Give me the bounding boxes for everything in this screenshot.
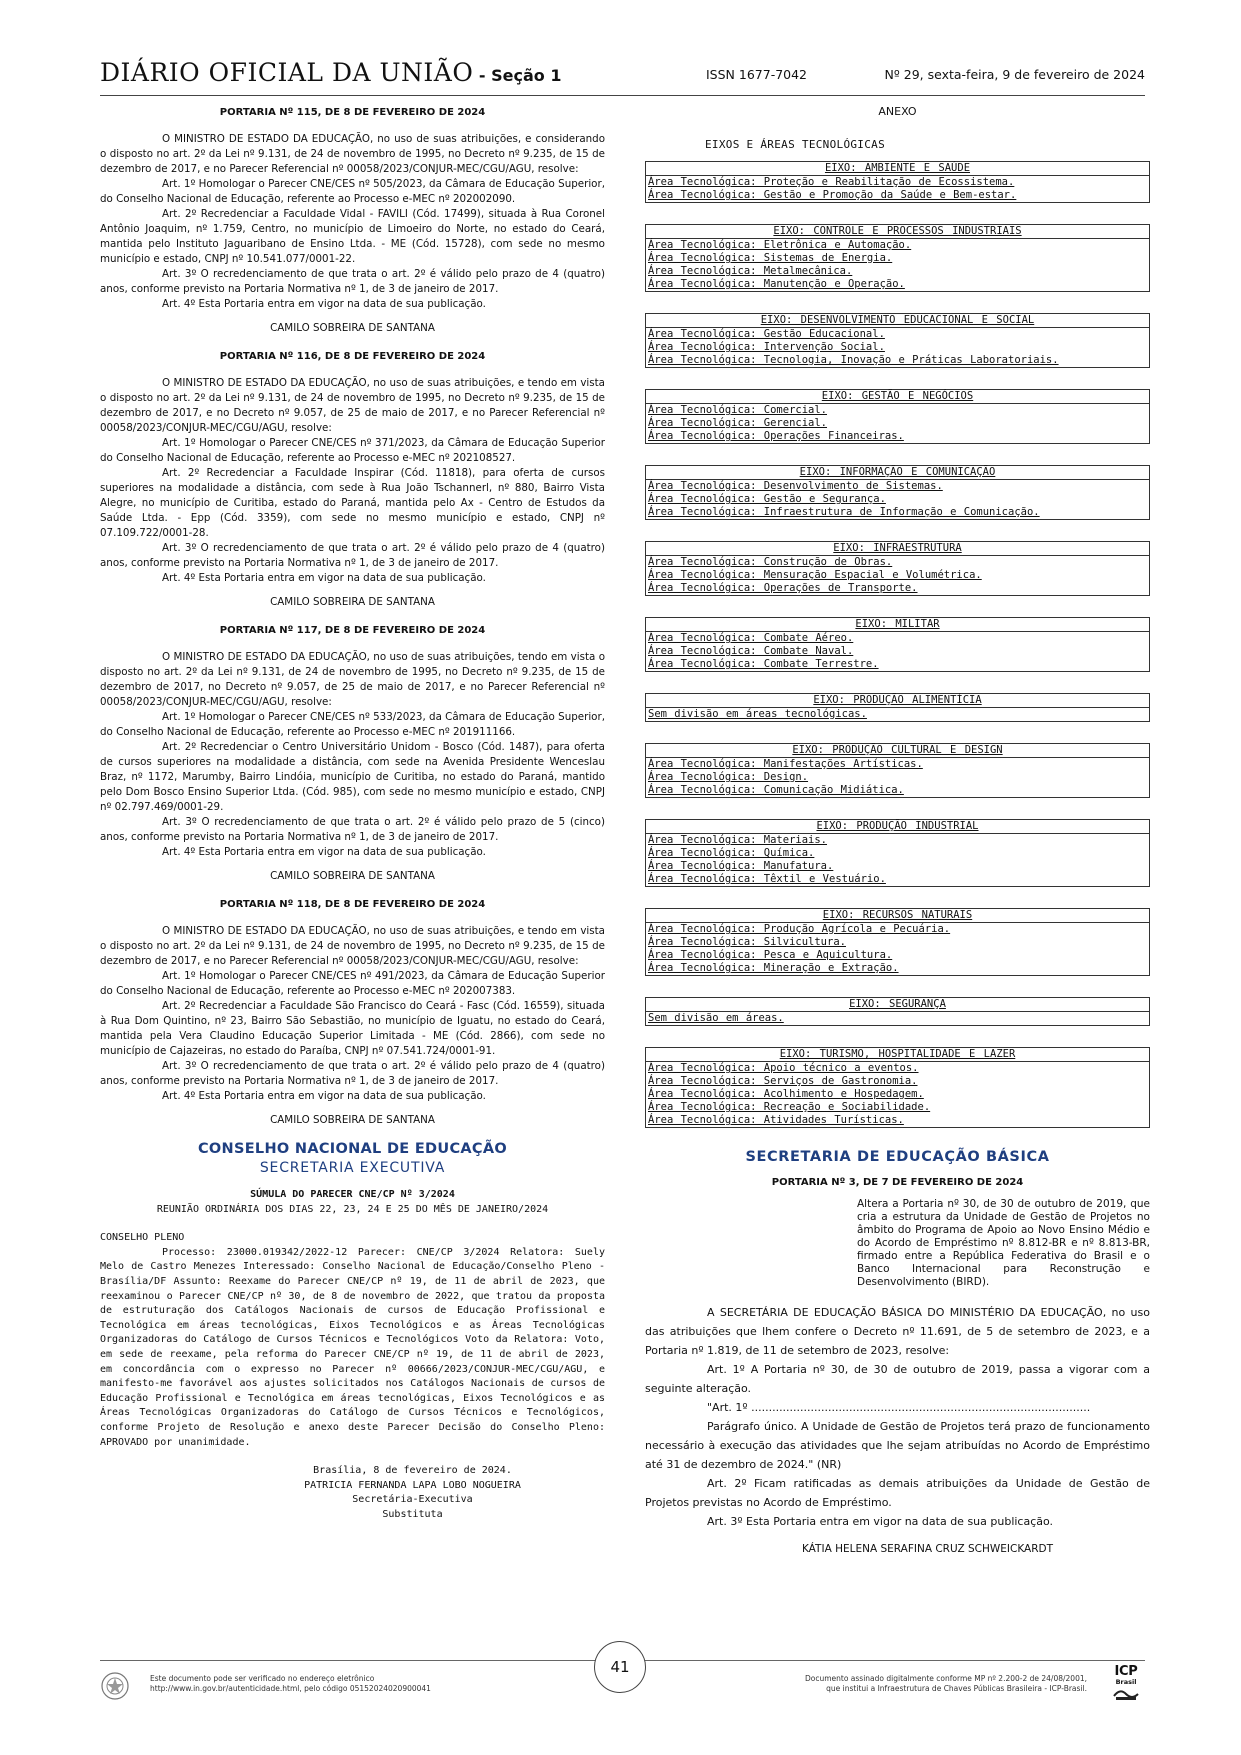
eixo-item: Área Tecnológica: Química. bbox=[648, 847, 815, 859]
portaria-116 bbox=[100, 349, 605, 610]
verification-line-2: http://www.in.gov.br/autenticidade.html, pelo código 05152024020900041 bbox=[150, 1684, 431, 1693]
icp-key-icon bbox=[1112, 1686, 1140, 1702]
paragraph: Art. 2º Recredenciar o Centro Universitário Unidom - Bosco (Cód. 1487), para oferta de cursos superiores na modalidade a distância, com sede na Avenida Presidente Wenceslau Braz, nº 1172, Marumby, Bairro Lindóia, município de Curitiba, no estado do Paraná, mantido pelo Dom Bosco Ensino Superior Ltda. (Cód. 985), com sede no mesmo município e estado, CNPJ nº 02.797.469/0001-29. bbox=[100, 741, 605, 813]
page-header bbox=[100, 56, 1145, 96]
portaria-title: PORTARIA Nº 117, DE 8 DE FEVEREIRO DE 2024 bbox=[219, 625, 486, 636]
eixo-item: Área Tecnológica: Pesca e Aquicultura. bbox=[648, 949, 893, 961]
paragraph: A SECRETÁRIA DE EDUCAÇÃO BÁSICA DO MINISTÉRIO DA EDUCAÇÃO, no uso das atribuições que lhem confere o Decreto nº 11.691, de 5 de setembro de 2023, e a Portaria nº 1.819, de 11 de setembro de 2023, resolve: bbox=[645, 1306, 1150, 1357]
seb-portaria-title: PORTARIA Nº 3, DE 7 DE FEVEREIRO DE 2024 bbox=[771, 1177, 1024, 1188]
eixo-box bbox=[645, 541, 1150, 596]
eixo-box bbox=[645, 161, 1150, 203]
paragraph: Art. 2º Recredenciar a Faculdade São Francisco do Ceará - Fasc (Cód. 16559), situada à Rua Dom Quintino, nº 23, Bairro São Sebastião, no município de Iguatu, no estado do Ceará, mantida pela Vera Claudino Educação Superior Limitada - ME (Cód. 2866), com sede no município de Cajazeiras, no estado do Paraíba, CNPJ nº 07.541.724/0001-91. bbox=[100, 1000, 605, 1057]
seb-body bbox=[645, 1303, 1150, 1559]
paragraph: O MINISTRO DE ESTADO DA EDUCAÇÃO, no uso de suas atribuições, e tendo em vista o disposto no art. 2º da Lei nº 9.131, de 24 de novembro de 1995, no Decreto nº 9.235, de 15 de dezembro de 2017, e no Decreto nº 9.057, de 25 de maio de 2017, e no Parecer Referencial nº 00058/2023/CONJUR-MEC/CGU/AGU, resolve: bbox=[100, 377, 605, 434]
paragraph: Art. 4º Esta Portaria entra em vigor na data de sua publicação. bbox=[162, 846, 486, 858]
signature-note bbox=[805, 1674, 1087, 1694]
sumula-body: Processo: 23000.019342/2022-12 Parecer: CNE/CP 3/2024 Relatora: Suely Melo de Castro Menezes Interessado: Conselho Nacional de Educação/Conselho Pleno - Brasília/DF Assunto: Reexame do Parecer CNE/CP nº 19, de 11 de abril de 2023, que reexaminou o Parecer CNE/CP nº 30, de 8 de novembro de 2022, que tratou da proposta de estruturação dos Catálogos Nacionais de cursos de Educação Profissional e Tecnológica em áreas tecnológicas, Eixos Tecnológicos e as Áreas Tecnológicas Organizadoras do Catálogo de Cursos Técnicos e Tecnológicos Voto da Relatora: Voto, em sede de reexame, pela reforma do Parecer CNE/CP nº 19, de 11 de abril de 2023, em concordância com o expresso no Parecer nº 00666/2023/CONJUR-MEC/CGU/AGU, e manifesto-me favorável aos ajustes solicitados nos Catálogos Nacionais de cursos de Educação Profissional e Tecnológica em áreas tecnológicas, Eixos Tecnológicos e as Áreas Tecnológicas Organizadoras do Catálogo de Cursos Técnicos e Tecnológicos, conforme Projeto de Resolução e anexo deste Parecer Decisão do Conselho Pleno: APROVADO por unanimidade. bbox=[100, 1246, 605, 1448]
eixo-header: EIXO: GESTÃO E NEGÓCIOS bbox=[646, 390, 1149, 404]
seb-ementa: Altera a Portaria nº 30, de 30 de outubro de 2019, que cria a estrutura da Unidade de Gestão de Projetos no âmbito do Programa de Apoio ao Novo Ensino Médio e do Acordo de Empréstimo nº 8.812-BR e nº 8.813-BR, firmado entre a República Federativa do Brasil e o Banco Internacional para Reconstrução e Desenvolvimento (BIRD). bbox=[857, 1198, 1150, 1288]
eixo-box bbox=[645, 1047, 1150, 1128]
eixo-item: Área Tecnológica: Construção de Obras. bbox=[648, 556, 893, 568]
cne-date: Brasília, 8 de fevereiro de 2024. bbox=[313, 1465, 512, 1477]
paragraph: Art. 3º Esta Portaria entra em vigor na data de sua publicação. bbox=[707, 1515, 1054, 1528]
cne-org-title: CONSELHO NACIONAL DE EDUCAÇÃO bbox=[197, 1141, 508, 1157]
paragraph: Art. 3º O recredenciamento de que trata o art. 2º é válido pelo prazo de 4 (quatro) anos, conforme previsto na Portaria Normativa nº 1, de 3 de janeiro de 2017. bbox=[100, 268, 605, 295]
eixo-item: Área Tecnológica: Recreação e Sociabilidade. bbox=[648, 1101, 931, 1113]
eixo-item: Área Tecnológica: Operações Financeiras. bbox=[648, 430, 904, 442]
signature-line-1: Documento assinado digitalmente conforme MP nº 2.200-2 de 24/08/2001, bbox=[804, 1674, 1087, 1683]
portaria-title: PORTARIA Nº 118, DE 8 DE FEVEREIRO DE 2024 bbox=[219, 899, 486, 910]
eixo-header: EIXO: INFRAESTRUTURA bbox=[646, 542, 1149, 556]
eixo-item: Área Tecnológica: Operações de Transporte. bbox=[648, 582, 918, 594]
eixo-item: Área Tecnológica: Manufatura. bbox=[648, 860, 834, 872]
eixo-item: Área Tecnológica: Desenvolvimento de Sistemas. bbox=[648, 480, 943, 492]
signature: KÁTIA HELENA SERAFINA CRUZ SCHWEICKARDT bbox=[801, 1543, 1054, 1555]
paragraph: Art. 1º Homologar o Parecer CNE/CES nº 491/2023, da Câmara de Educação Superior do Conselho Nacional de Educação, referente ao Processo e-MEC nº 202007383. bbox=[100, 970, 605, 997]
eixo-item: Área Tecnológica: Eletrônica e Automação. bbox=[648, 239, 912, 251]
paragraph: Art. 4º Esta Portaria entra em vigor na data de sua publicação. bbox=[162, 572, 486, 584]
paragraph: Art. 3º O recredenciamento de que trata o art. 2º é válido pelo prazo de 5 (cinco) anos, conforme previsto na Portaria Normativa nº 1, de 3 de janeiro de 2017. bbox=[100, 816, 605, 843]
paragraph: Parágrafo único. A Unidade de Gestão de Projetos terá prazo de funcionamento necessário à execução das atividades que lhe sejam atribuídas no Acordo de Empréstimo até 31 de dezembro de 2024." (NR) bbox=[645, 1420, 1150, 1471]
eixo-item: Área Tecnológica: Silvicultura. bbox=[648, 936, 846, 948]
eixo-item: Área Tecnológica: Serviços de Gastronomia. bbox=[648, 1075, 918, 1087]
eixo-item: Área Tecnológica: Manutenção e Operação. bbox=[648, 278, 905, 290]
paragraph: Art. 1º Homologar o Parecer CNE/CES nº 371/2023, da Câmara de Educação Superior do Conselho Nacional de Educação, referente ao Processo e-MEC nº 202108527. bbox=[100, 437, 605, 464]
eixo-item: Área Tecnológica: Design. bbox=[648, 771, 809, 783]
eixo-header: EIXO: PRODUÇÃO ALIMENTÍCIA bbox=[646, 694, 1149, 708]
eixo-item: Área Tecnológica: Mineração e Extração. bbox=[648, 962, 899, 974]
paragraph: "Art. 1º ................................................................................................. bbox=[707, 1401, 1091, 1414]
sumula-title: SÚMULA DO PARECER CNE/CP Nº 3/2024 bbox=[250, 1189, 455, 1200]
eixo-item: Área Tecnológica: Gestão Educacional. bbox=[648, 328, 885, 340]
eixo-box bbox=[645, 743, 1150, 798]
eixo-item: Área Tecnológica: Combate Aéreo. bbox=[648, 632, 854, 644]
cne-section bbox=[100, 1141, 605, 1522]
eixo-box bbox=[645, 997, 1150, 1026]
eixo-item: Área Tecnológica: Materiais. bbox=[648, 834, 828, 846]
signature: CAMILO SOBREIRA DE SANTANA bbox=[270, 870, 435, 882]
paragraph: Art. 2º Recredenciar a Faculdade Inspirar (Cód. 11818), para oferta de cursos superiores na modalidade a distância, com sede à Rua João Tschannerl, nº 880, Bairro Vista Alegre, no município de Curitiba, estado do Paraná, mantida pelo Ax - Centro de Estudos da Saúde Ltda. - Epp (Cód. 3359), com sede no mesmo município e estado, CNPJ nº 07.109.722/0001-28. bbox=[100, 467, 605, 539]
icp-label: ICP bbox=[1114, 1664, 1138, 1679]
paragraph: O MINISTRO DE ESTADO DA EDUCAÇÃO, no uso de suas atribuições, e considerando o disposto no art. 2º da Lei nº 9.131, de 24 de novembro de 1995, no Decreto nº 9.235, de 15 de dezembro de 2017, e no Parecer Referencial nº 00058/2023/CONJUR-MEC/CGU/AGU, resolve: bbox=[100, 133, 605, 175]
eixo-item: Área Tecnológica: Comunicação Midiática. bbox=[648, 784, 904, 796]
journal-title bbox=[100, 58, 562, 87]
portaria-115 bbox=[100, 105, 605, 336]
portaria-title: PORTARIA Nº 115, DE 8 DE FEVEREIRO DE 2024 bbox=[219, 107, 486, 118]
eixo-item: Área Tecnológica: Gestão e Segurança. bbox=[648, 493, 886, 505]
signature: CAMILO SOBREIRA DE SANTANA bbox=[270, 322, 435, 334]
eixo-header: EIXO: RECURSOS NATURAIS bbox=[646, 909, 1149, 923]
eixo-item: Sem divisão em áreas. bbox=[648, 1012, 784, 1024]
eixo-box bbox=[645, 465, 1150, 520]
paragraph: O MINISTRO DE ESTADO DA EDUCAÇÃO, no uso de suas atribuições, e tendo em vista o disposto no art. 2º da Lei nº 9.131, de 24 de novembro de 1995, no Decreto nº 9.235, de 15 de dezembro de 2017, e no Parecer Referencial nº 00058/2023/CONJUR-MEC/CGU/AGU, resolve: bbox=[100, 925, 605, 967]
cne-signer: PATRICIA FERNANDA LAPA LOBO NOGUEIRA bbox=[304, 1479, 521, 1491]
seb-org-title: SECRETARIA DE EDUCAÇÃO BÁSICA bbox=[745, 1149, 1050, 1165]
eixos-title: EIXOS E ÁREAS TECNOLÓGICAS bbox=[705, 138, 885, 151]
brasil-label: Brasil bbox=[1115, 1678, 1137, 1686]
reuniao-line: REUNIÃO ORDINÁRIA DOS DIAS 22, 23, 24 E 25 DO MÊS DE JANEIRO/2024 bbox=[156, 1203, 549, 1215]
portaria-117 bbox=[100, 623, 605, 884]
cne-subtitle: SECRETARIA EXECUTIVA bbox=[259, 1160, 446, 1176]
signature: CAMILO SOBREIRA DE SANTANA bbox=[270, 1114, 435, 1126]
eixo-item: Área Tecnológica: Acolhimento e Hospedagem. bbox=[648, 1088, 924, 1100]
paragraph: Art. 3º O recredenciamento de que trata o art. 2º é válido pelo prazo de 4 (quatro) anos, conforme previsto na Portaria Normativa nº 1, de 3 de janeiro de 2017. bbox=[100, 542, 605, 569]
page-number: 41 bbox=[594, 1641, 646, 1693]
eixo-item: Área Tecnológica: Produção Agrícola e Pecuária. bbox=[648, 923, 951, 935]
eixo-box bbox=[645, 617, 1150, 672]
conselho-pleno: CONSELHO PLENO bbox=[100, 1232, 185, 1244]
eixo-item: Área Tecnológica: Apoio técnico a eventos. bbox=[648, 1062, 919, 1074]
eixo-item: Área Tecnológica: Comercial. bbox=[648, 404, 828, 416]
eixo-item: Área Tecnológica: Mensuração Espacial e Volumétrica. bbox=[648, 569, 982, 581]
eixo-header: EIXO: SEGURANÇA bbox=[646, 998, 1149, 1012]
eixo-item: Área Tecnológica: Manifestações Artísticas. bbox=[648, 758, 923, 770]
eixo-item: Área Tecnológica: Atividades Turísticas. bbox=[648, 1114, 904, 1126]
eixo-header: EIXO: PRODUÇÃO CULTURAL E DESIGN bbox=[646, 744, 1149, 758]
eixo-item: Área Tecnológica: Sistemas de Energia. bbox=[648, 252, 893, 264]
verification-note bbox=[150, 1674, 431, 1694]
portaria-title: PORTARIA Nº 116, DE 8 DE FEVEREIRO DE 2024 bbox=[219, 351, 486, 362]
paragraph: Art. 2º Ficam ratificadas as demais atribuições da Unidade de Gestão de Projetos previstas no Acordo de Empréstimo. bbox=[645, 1477, 1150, 1509]
paragraph: Art. 3º O recredenciamento de que trata o art. 2º é válido pelo prazo de 4 (quatro) anos, conforme previsto na Portaria Normativa nº 1, de 3 de janeiro de 2017. bbox=[100, 1060, 605, 1087]
journal-name: DIÁRIO OFICIAL DA UNIÃO bbox=[100, 58, 474, 87]
eixo-item: Área Tecnológica: Têxtil e Vestuário. bbox=[648, 873, 886, 885]
eixo-item: Área Tecnológica: Combate Terrestre. bbox=[648, 658, 879, 670]
eixo-item: Sem divisão em áreas tecnológicas. bbox=[648, 708, 867, 720]
paragraph: Art. 1º Homologar o Parecer CNE/CES nº 505/2023, da Câmara de Educação Superior, do Conselho Nacional de Educação, referente ao Processo e-MEC nº 202002090. bbox=[100, 178, 605, 205]
eixo-box bbox=[645, 819, 1150, 887]
eixo-header: EIXO: TURISMO, HOSPITALIDADE E LAZER bbox=[646, 1048, 1149, 1062]
page-footer bbox=[100, 1660, 1145, 1720]
eixo-item: Área Tecnológica: Tecnologia, Inovação e Práticas Laboratoriais. bbox=[648, 354, 1059, 366]
eixo-item: Área Tecnológica: Gerencial. bbox=[648, 417, 828, 429]
journal-section: - Seção 1 bbox=[473, 66, 562, 85]
paragraph: Art. 4º Esta Portaria entra em vigor na data de sua publicação. bbox=[162, 1090, 486, 1102]
paragraph: Art. 1º Homologar o Parecer CNE/CES nº 533/2023, da Câmara de Educação Superior, do Conselho Nacional de Educação, referente ao Processo e-MEC nº 201911166. bbox=[100, 711, 605, 738]
paragraph: O MINISTRO DE ESTADO DA EDUCAÇÃO, no uso de suas atribuições, tendo em vista o disposto no art. 2º da Lei nº 9.131, de 24 de novembro de 1995, no Decreto nº 9.235, de 15 de dezembro de 2017, no Decreto nº 9.057, de 25 de maio de 2017, e no Parecer Referencial nº 00058/2023/CONJUR-MEC/CGU/AGU, resolve: bbox=[100, 651, 605, 708]
right-column bbox=[645, 105, 1150, 1559]
coat-of-arms-icon bbox=[100, 1671, 130, 1701]
eixo-box bbox=[645, 693, 1150, 722]
seb-section bbox=[645, 1149, 1150, 1559]
signature: CAMILO SOBREIRA DE SANTANA bbox=[270, 596, 435, 608]
cne-role: Secretária-Executiva bbox=[352, 1494, 473, 1506]
paragraph: Art. 2º Recredenciar a Faculdade Vidal - FAVILI (Cód. 17499), situada à Rua Coronel Antônio Joaquim, nº 1.759, Centro, no município de Limoeiro do Norte, no estado do Ceará, mantida pelo Instituto Jaguaribano de Ensino Ltda. - ME (Cód. 15728), com sede no mesmo município e estado, CNPJ nº 10.541.077/0001-22. bbox=[100, 208, 605, 265]
cne-sumula bbox=[100, 1188, 605, 1522]
eixo-item: Área Tecnológica: Gestão e Promoção da Saúde e Bem-estar. bbox=[648, 189, 1017, 201]
eixo-item: Área Tecnológica: Intervenção Social. bbox=[648, 341, 885, 353]
icp-brasil-logo bbox=[1107, 1665, 1145, 1702]
portaria-118 bbox=[100, 897, 605, 1128]
eixo-header: EIXO: CONTROLE E PROCESSOS INDUSTRIAIS bbox=[646, 225, 1149, 239]
eixo-header: EIXO: INFORMAÇÃO E COMUNICAÇÃO bbox=[646, 466, 1149, 480]
verification-line-1: Este documento pode ser verificado no endereço eletrônico bbox=[150, 1674, 375, 1683]
left-column bbox=[100, 105, 605, 1522]
eixo-item: Área Tecnológica: Proteção e Reabilitação de Ecossistema. bbox=[648, 176, 1015, 188]
cne-role-sub: Substituta bbox=[382, 1508, 443, 1520]
eixo-header: EIXO: PRODUÇÃO INDUSTRIAL bbox=[646, 820, 1149, 834]
eixo-header: EIXO: DESENVOLVIMENTO EDUCACIONAL E SOCIAL bbox=[646, 314, 1149, 328]
national-seal bbox=[100, 1671, 130, 1701]
annex-title: ANEXO bbox=[878, 105, 917, 118]
eixo-header: EIXO: AMBIENTE E SAÚDE bbox=[646, 162, 1149, 176]
eixo-item: Área Tecnológica: Combate Naval. bbox=[648, 645, 854, 657]
eixo-header: EIXO: MILITAR bbox=[646, 618, 1149, 632]
paragraph: Art. 1º A Portaria nº 30, de 30 de outubro de 2019, passa a vigorar com a seguinte alteração. bbox=[645, 1363, 1150, 1395]
edition-info: Nº 29, sexta-feira, 9 de fevereiro de 2024 bbox=[884, 67, 1145, 82]
eixo-item: Área Tecnológica: Infraestrutura de Informação e Comunicação. bbox=[648, 506, 1040, 518]
eixo-box bbox=[645, 313, 1150, 368]
paragraph: Art. 4º Esta Portaria entra em vigor na data de sua publicação. bbox=[162, 298, 486, 310]
eixo-box bbox=[645, 389, 1150, 444]
signature-line-2: que institui a Infraestrutura de Chaves Públicas Brasileira - ICP-Brasil. bbox=[826, 1684, 1087, 1693]
issn: ISSN 1677-7042 bbox=[706, 67, 808, 82]
eixo-box bbox=[645, 224, 1150, 292]
eixo-box bbox=[645, 908, 1150, 976]
eixo-item: Área Tecnológica: Metalmecânica. bbox=[648, 265, 853, 277]
